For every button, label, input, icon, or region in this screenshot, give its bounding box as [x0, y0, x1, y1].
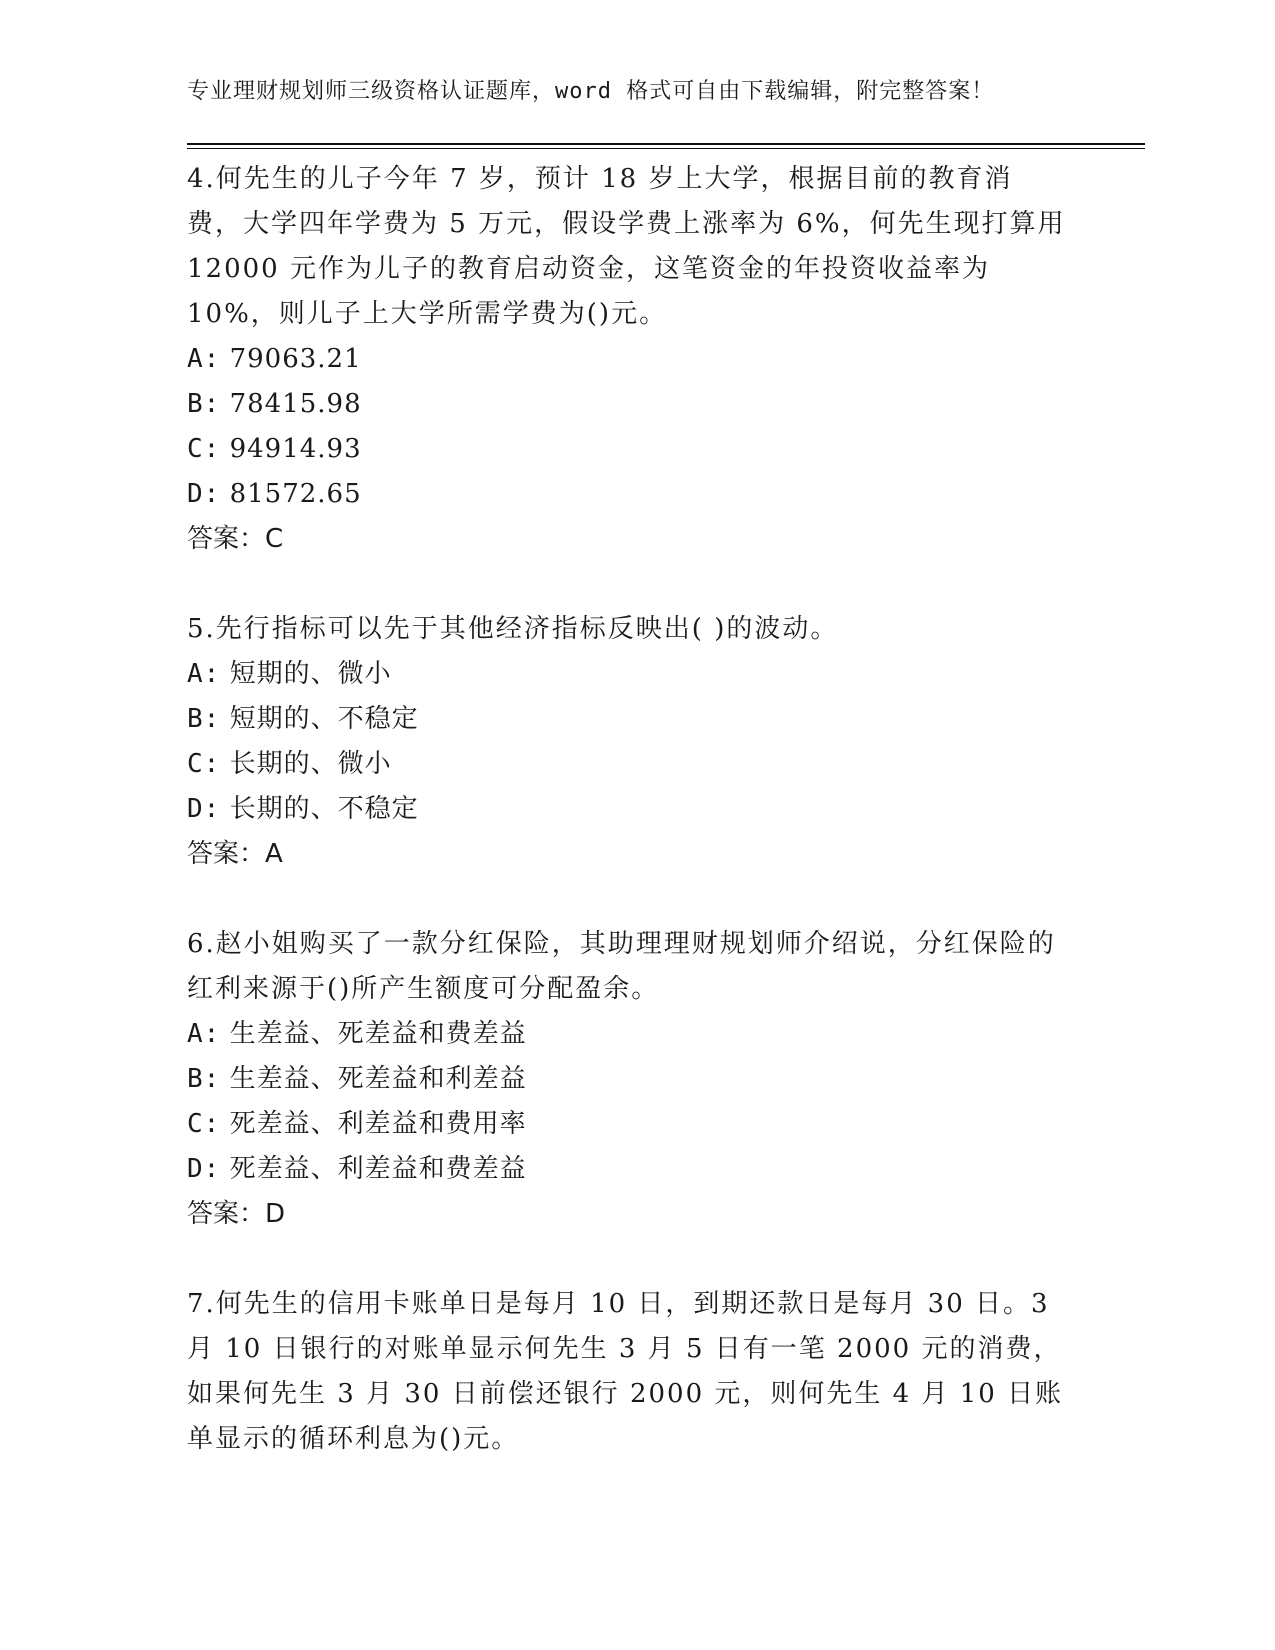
question-stem: 7.何先生的信用卡账单日是每月 10 日，到期还款日是每月 30 日。3 月 10 日银行的对账单显示何先生 3 月 5 日有一笔 2000 元的消费，如果何先生 3 月 30 日前偿还银行 2000 元，则何先生 4 月 10 日账单显示的循环利息为()元。	[187, 1289, 1064, 1454]
option-text: 长期的、微小	[229, 749, 392, 779]
option-text: 死差益、利差益和费用率	[229, 1109, 527, 1139]
option-text: 94914.93	[229, 434, 362, 464]
option-letter: B:	[187, 389, 221, 419]
option-letter: B:	[187, 1064, 221, 1094]
option-a	[187, 337, 1067, 382]
option-text: 78415.98	[229, 389, 362, 419]
option-b	[187, 382, 1067, 427]
option-letter: A:	[187, 344, 221, 374]
option-letter: C:	[187, 749, 221, 779]
option-c	[187, 427, 1067, 472]
option-a	[187, 1012, 1067, 1057]
answer-line: 答案：A	[187, 839, 283, 869]
option-d	[187, 1147, 1067, 1192]
option-text: 生差益、死差益和费差益	[229, 1019, 527, 1049]
option-a	[187, 652, 1067, 697]
option-letter: D:	[187, 479, 221, 509]
question-4	[187, 157, 1067, 562]
option-c	[187, 742, 1067, 787]
answer-line: 答案：D	[187, 1199, 286, 1229]
option-d	[187, 472, 1067, 517]
option-letter: C:	[187, 434, 221, 464]
option-text: 79063.21	[229, 344, 362, 374]
option-c	[187, 1102, 1067, 1147]
option-letter: C:	[187, 1109, 221, 1139]
option-text: 死差益、利差益和费差益	[229, 1154, 527, 1184]
spacer	[187, 562, 1067, 607]
question-stem: 4.何先生的儿子今年 7 岁，预计 18 岁上大学，根据目前的教育消费，大学四年学费为 5 万元，假设学费上涨率为 6%，何先生现打算用 12000 元作为儿子的教育启动资金，这笔资金的年投资收益率为 10%，则儿子上大学所需学费为()元。	[187, 164, 1066, 329]
option-text: 81572.65	[229, 479, 362, 509]
option-text: 长期的、不稳定	[229, 794, 419, 824]
question-stem: 5.先行指标可以先于其他经济指标反映出( )的波动。	[187, 614, 839, 644]
option-b	[187, 697, 1067, 742]
option-text: 短期的、微小	[229, 659, 392, 689]
option-letter: B:	[187, 704, 221, 734]
spacer	[187, 1237, 1067, 1282]
option-letter: A:	[187, 659, 221, 689]
question-stem: 6.赵小姐购买了一款分红保险，其助理理财规划师介绍说，分红保险的红利来源于()所产生额度可分配盈余。	[187, 929, 1056, 1004]
question-7	[187, 1282, 1067, 1462]
question-6	[187, 922, 1067, 1237]
option-letter: A:	[187, 1019, 221, 1049]
option-text: 短期的、不稳定	[229, 704, 419, 734]
spacer	[187, 877, 1067, 922]
option-text: 生差益、死差益和利差益	[229, 1064, 527, 1094]
answer-line: 答案：C	[187, 524, 284, 554]
header-rule-thin	[187, 148, 1145, 149]
option-letter: D:	[187, 1154, 221, 1184]
question-list	[187, 157, 1067, 1462]
question-5	[187, 607, 1067, 877]
page-header: 专业理财规划师三级资格认证题库，word 格式可自由下载编辑，附完整答案！	[187, 79, 995, 104]
option-d	[187, 787, 1067, 832]
option-b	[187, 1057, 1067, 1102]
header-rule-thick	[187, 143, 1145, 145]
option-letter: D:	[187, 794, 221, 824]
